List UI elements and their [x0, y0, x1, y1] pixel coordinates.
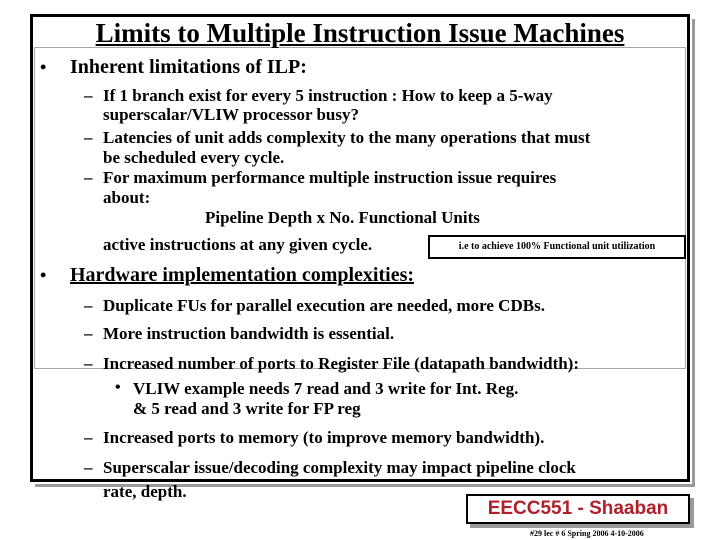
dash-icon: – — [84, 458, 93, 477]
list-item-continuation: rate, depth. — [103, 482, 187, 501]
dash-icon: – — [84, 168, 93, 187]
formula-text: Pipeline Depth x No. Functional Units — [205, 208, 480, 227]
dash-icon: – — [84, 86, 93, 105]
sub-list-item: VLIW example needs 7 read and 3 write for Int. Reg. — [133, 379, 519, 398]
list-item: Increased ports to memory (to improve memory bandwidth). — [103, 428, 545, 447]
list-item: Duplicate FUs for parallel execution are needed, more CDBs. — [103, 296, 545, 315]
bullet-icon: • — [40, 57, 47, 77]
bullet-icon: • — [115, 379, 121, 396]
bullet-icon: • — [40, 265, 47, 285]
list-item: For maximum performance multiple instruction issue requires — [103, 168, 557, 187]
dash-icon: – — [84, 428, 93, 447]
formula-tail-text: active instructions at any given cycle. — [103, 235, 373, 254]
list-item: Latencies of unit adds complexity to the many operations that must — [103, 128, 591, 147]
dash-icon: – — [84, 128, 93, 147]
dash-icon: – — [84, 296, 93, 315]
list-item-continuation: superscalar/VLIW processor busy? — [103, 105, 359, 124]
list-item: Increased number of ports to Register File (datapath bandwidth): — [103, 354, 580, 373]
dash-icon: – — [84, 354, 93, 373]
section-heading-ilp: Inherent limitations of ILP: — [70, 56, 307, 78]
dash-icon: – — [84, 324, 93, 343]
course-label: EECC551 - Shaaban — [466, 494, 690, 524]
section-heading-hardware: Hardware implementation complexities: — [70, 264, 415, 286]
list-item-continuation: be scheduled every cycle. — [103, 148, 285, 167]
list-item: More instruction bandwidth is essential. — [103, 324, 395, 343]
utilization-note: i.e to achieve 100% Functional unit utilization — [428, 235, 686, 259]
list-item-continuation: about: — [103, 188, 151, 207]
list-item: Superscalar issue/decoding complexity may impact pipeline clock — [103, 458, 576, 477]
slide-title: Limits to Multiple Instruction Issue Machines — [95, 18, 625, 48]
slide-footer: #29 lec # 6 Spring 2006 4-10-2006 — [530, 529, 644, 538]
sub-list-item-continuation: & 5 read and 3 write for FP reg — [133, 399, 361, 418]
list-item: If 1 branch exist for every 5 instruction : How to keep a 5-way — [103, 86, 553, 105]
